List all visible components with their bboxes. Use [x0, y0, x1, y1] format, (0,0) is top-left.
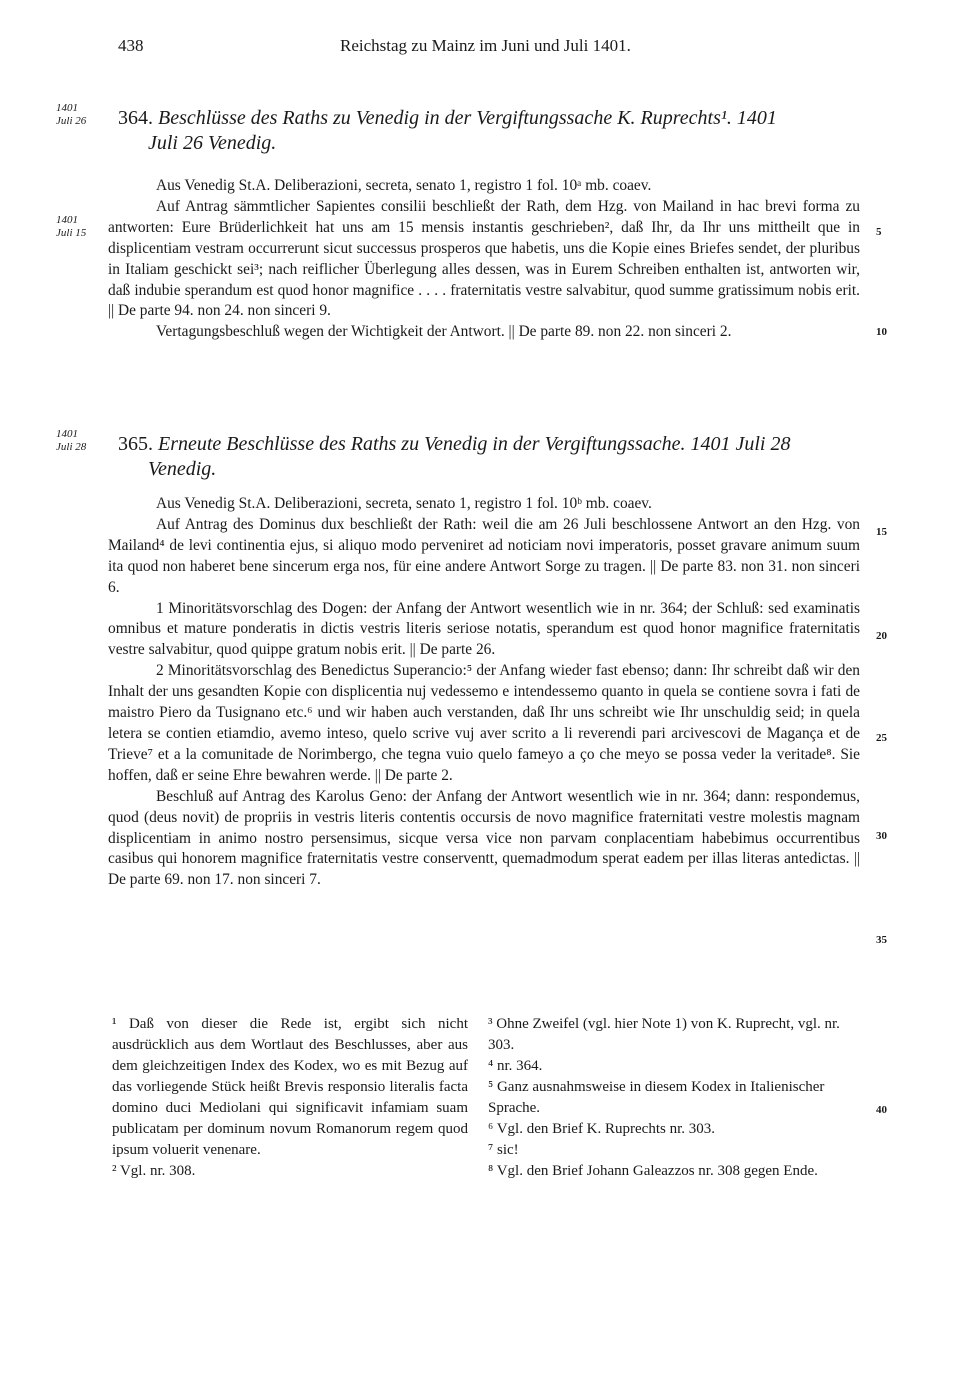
footnote: ³ Ohne Zweifel (vgl. hier Note 1) von K. Ruprecht, vgl. nr. 303.: [488, 1016, 840, 1053]
margin-day: Juli 15: [56, 227, 87, 239]
entry-paragraph: 2 Minoritätsvorschlag des Benedictus Superancio:⁵ der Anfang wieder fast ebenso; dann: Ihr schreibt daß wir den Inhalt der uns gesandten Kopie con displicentia nuj vedessemo e intendessemo quanto in quela se contiene sovra i fati de maistro Piero da Tusignano etc.⁶ und wir haben auch verstanden, daß Ihr uns schreibt wie Ihr unschuldig seid; in quela letera se contien etiamdio, avemo inteso, quelo scrive vuj aver scrito a li reverendi pari arcivescovi de Magança et de Trieve⁷ et a la comunitade de Norimbergo, che tegna vuio quelo fameyo a ço che meyo se possa veder la veritade⁸. Sie hoffen, daß er seine Ehre bewahren werde. || De parte 2.: [108, 662, 860, 784]
entry-paragraph: 1 Minoritätsvorschlag des Dogen: der Anfang der Antwort wesentlich wie in nr. 364; der Schluß: sed examinatis omnibus et mature ponderatis in dictis vestris literis seriose notatis, sperandum est quod honor magnifice fraternitatis vestre salvabitur, quod quippe gratum nobis erit. || De parte 26.: [108, 599, 860, 659]
footnote: ⁵ Ganz ausnahmsweise in diesem Kodex in Italienischer Sprache.: [488, 1079, 825, 1116]
footnotes-right: [488, 1014, 860, 1182]
line-number: 30: [876, 830, 887, 842]
entry-source: Aus Venedig St.A. Deliberazioni, secreta, senato 1, registro 1 fol. 10ᵇ mb. coaev.: [156, 495, 652, 512]
line-number: 40: [876, 1104, 887, 1116]
footnote: ⁶ Vgl. den Brief K. Ruprechts nr. 303.: [488, 1121, 716, 1137]
page-number: 438: [118, 36, 144, 55]
line-number: 10: [876, 326, 887, 338]
entry-364-margin-date: [56, 102, 86, 128]
entry-paragraph: Auf Antrag sämmtlicher Sapientes consilii beschließt der Rath, dem Hzg. von Mailand in hac brevi forma zu antworten: Eure Brüderlichkeit hat uns am 15 mensis instantis geschrieben², daß Ihr, da Ihr uns mittheilt que in displicentiam vestram occurrerunt sicut successus prosperos que habetis, uns die Kopie eines Briefes sendet, der pluribus in Italiam geschickt sei³; nach reiflicher Überlegung alles dessen, was in Eurem Schreiben enthalten ist, antworten wir, daß indubie sperandum est quod honor magnifice . . . . fraternitatis vestre salvabitur, quod summe gratissimum nobis erit. || De parte 94. non 24. non sinceri 9.: [108, 197, 860, 320]
footnote: ² Vgl. nr. 308.: [112, 1163, 196, 1179]
entry-365-margin-date: [56, 428, 86, 454]
running-title: Reichstag zu Mainz im Juni und Juli 1401.: [340, 36, 631, 55]
line-number: 5: [876, 226, 882, 238]
entry-number: 364.: [118, 107, 153, 129]
footnotes-left: [112, 1014, 468, 1182]
footnote: ⁸ Vgl. den Brief Johann Galeazzos nr. 308 gegen Ende.: [488, 1163, 818, 1179]
entry-paragraph: Beschluß auf Antrag des Karolus Geno: der Anfang der Antwort wesentlich wie in nr. 364; dann: respondemus, quod (deus novit) de propriis in vestris literis contentis occursis de novo magnifice fraternitati vestre molestis magnam displicentiam in animo nostro persensimus, sicque versa vice non parvam conplacentiam habebimus occurrentibus casibus qui honorem magnifice fraternitatis vestre conserventt, quemadmodum sperat eadem per illas literas antedictas. || De parte 69. non 17. non sinceri 7.: [108, 787, 860, 889]
margin-day: Juli 28: [56, 441, 87, 453]
entry-title-line2: Venedig.: [148, 458, 217, 480]
footnote: ⁷ sic!: [488, 1142, 519, 1158]
entry-title-line1: Beschlüsse des Raths zu Venedig in der Vergiftungssache K. Ruprechts¹. 1401: [158, 107, 777, 129]
line-number: 20: [876, 630, 887, 642]
entry-364-heading: [118, 106, 868, 156]
entry-number: 365.: [118, 433, 153, 455]
margin-year: 1401: [56, 214, 78, 226]
margin-year: 1401: [56, 428, 78, 440]
margin-year: 1401: [56, 102, 78, 114]
line-number: 35: [876, 934, 887, 946]
entry-365-text: [108, 494, 860, 891]
line-number: 15: [876, 526, 887, 538]
entry-364-text: [108, 176, 860, 343]
entry-title-line1: Erneute Beschlüsse des Raths zu Venedig in der Vergiftungssache. 1401 Juli 28: [158, 433, 791, 455]
entry-paragraph: Auf Antrag des Dominus dux beschließt der Rath: weil die am 26 Juli beschlossene Antwort an den Hzg. von Mailand⁴ de levi continentia ejus, si aliquo modo perveniret ad noticiam novi imperatoris, posset gravare animum suum ita quod non haberet bene sincerum erga nos, für eine andere Antwort Sorge zu tragen. || De parte 83. non 31. non sinceri 6.: [108, 515, 860, 596]
entry-364-side-date: [56, 214, 86, 240]
line-number: 25: [876, 732, 887, 744]
entry-paragraph: Vertagungsbeschluß wegen der Wichtigkeit der Antwort. || De parte 89. non 22. non sinceri 2.: [156, 323, 732, 341]
footnote: ¹ Daß von dieser die Rede ist, ergibt sich nicht ausdrücklich aus dem Wortlaut des Beschlusses, aber aus dem gleichzeitigen Index des Kodex, wo es mit Bezug auf das vorliegende Stück heißt Brevis responsio literalis facta domino duci Mediolani qui significavit infamiam suam publicatam per dominum novum Romanorum regem quod ipsum voluerit venenare.: [112, 1016, 468, 1158]
entry-365-heading: [118, 432, 868, 482]
footnote: ⁴ nr. 364.: [488, 1058, 543, 1074]
entry-title-line2: Juli 26 Venedig.: [148, 132, 277, 154]
margin-day: Juli 26: [56, 115, 87, 127]
entry-source: Aus Venedig St.A. Deliberazioni, secreta, senato 1, registro 1 fol. 10ᵃ mb. coaev.: [156, 177, 652, 194]
